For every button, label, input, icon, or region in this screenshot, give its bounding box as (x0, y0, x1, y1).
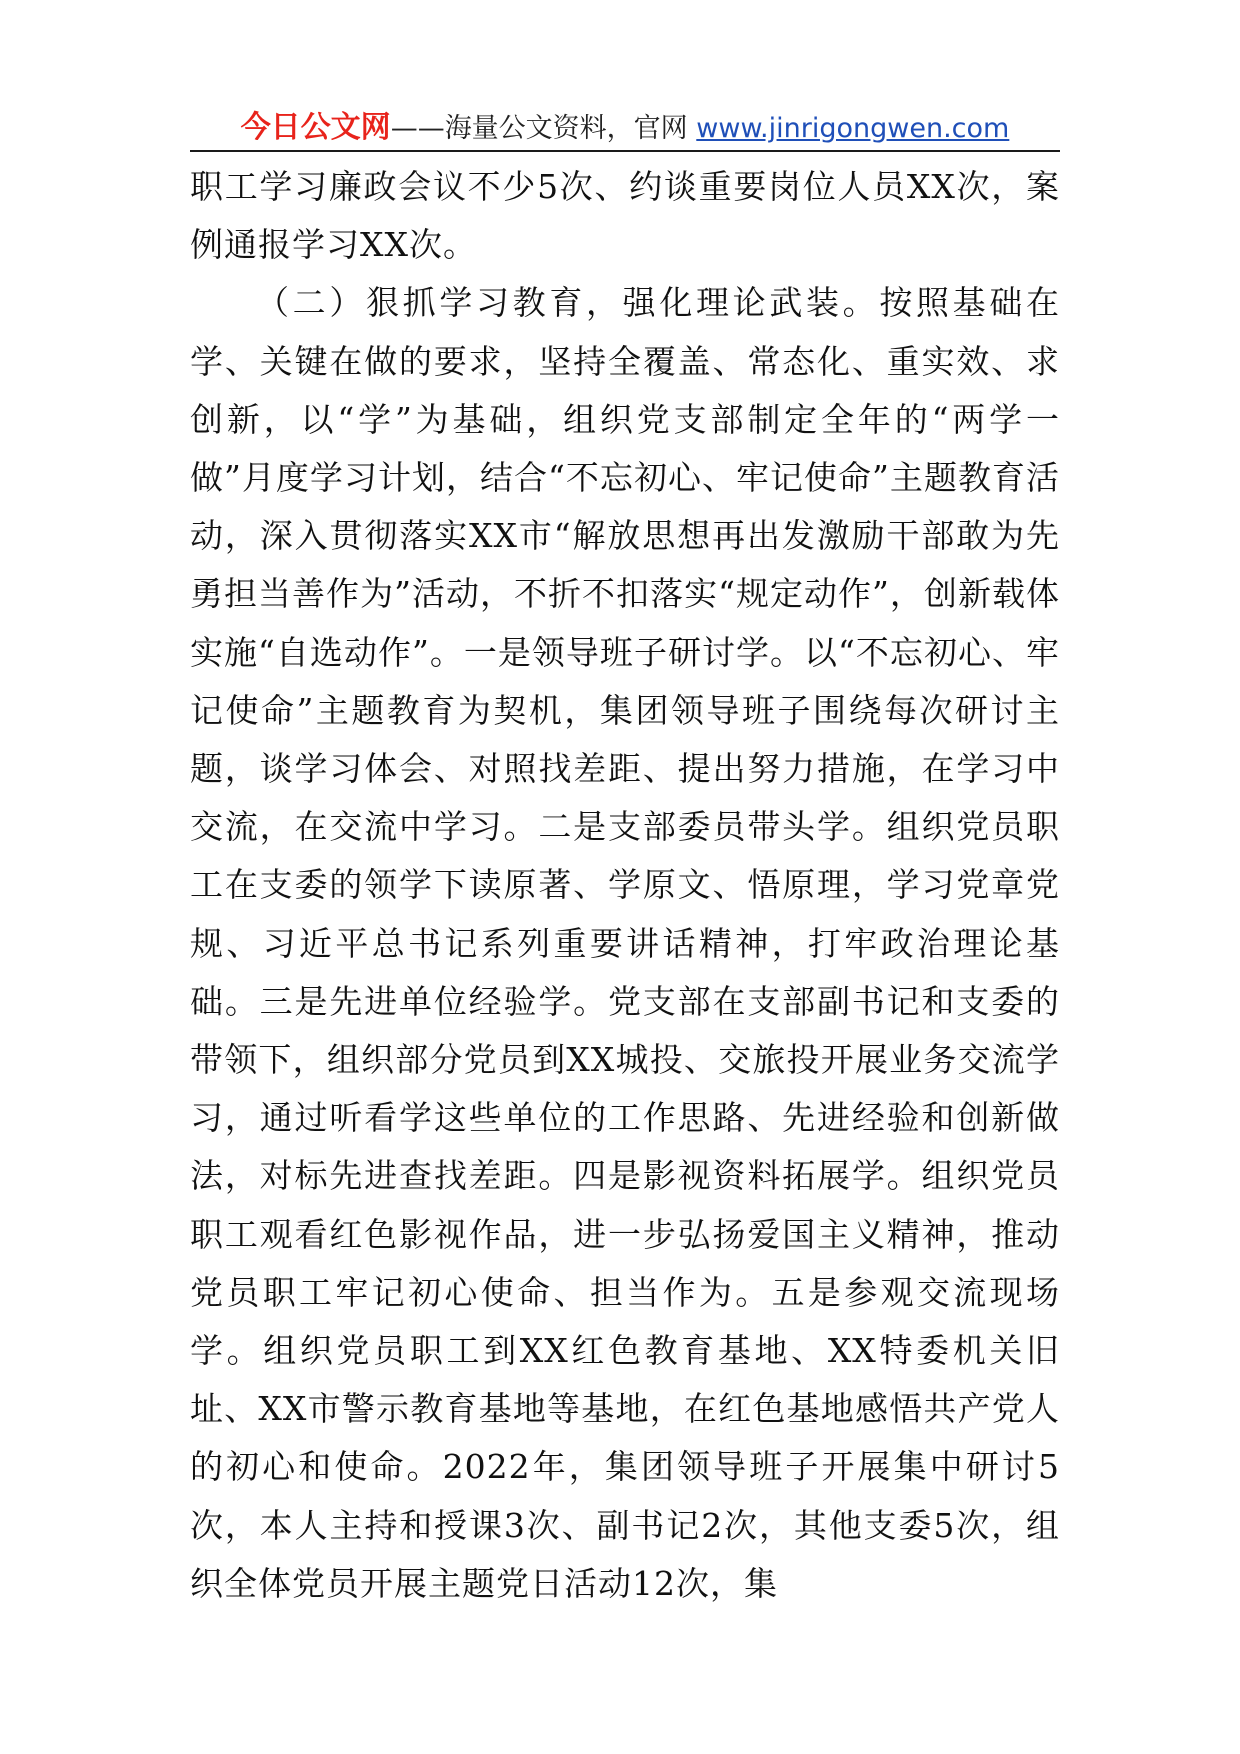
site-url-link[interactable]: www.jinrigongwen.com (696, 113, 1010, 144)
site-tagline: ——海量公文资料，官网 (390, 113, 688, 144)
site-brand[interactable]: 今日公文网 (240, 110, 391, 145)
document-body (190, 158, 1060, 1613)
page-header (190, 108, 1060, 154)
header-divider (190, 150, 1060, 152)
paragraph-continued: 职工学习廉政会议不少5次、约谈重要岗位人员XX次，案例通报学习XX次。 (190, 167, 1060, 265)
paragraph-section-two: （二）狠抓学习教育，强化理论武装。按照基础在学、关键在做的要求，坚持全覆盖、常态化、重实效、求创新，以“学”为基础，组织党支部制定全年的“两学一做”月度学习计划，结合“不忘初心、牢记使命”主题教育活动，深入贯彻落实XX市“解放思想再出发激励干部敢为先勇担当善作为”活动，不折不扣落实“规定动作”，创新载体实施“自选动作”。一是领导班子研讨学。以“不忘初心、牢记使命”主题教育为契机，集团领导班子围绕每次研讨主题，谈学习体会、对照找差距、提出努力措施，在学习中交流，在交流中学习。二是支部委员带头学。组织党员职工在支委的领学下读原著、学原文、悟原理，学习党章党规、习近平总书记系列重要讲话精神，打牢政治理论基础。三是先进单位经验学。党支部在支部副书记和支委的带领下，组织部分党员到XX城投、交旅投开展业务交流学习，通过听看学这些单位的工作思路、先进经验和创新做法，对标先进查找差距。四是影视资料拓展学。组织党员职工观看红色影视作品，进一步弘扬爱国主义精神，推动党员职工牢记初心使命、担当作为。五是参观交流现场学。组织党员职工到XX红色教育基地、XX特委机关旧址、XX市警示教育基地等基地，在红色基地感悟共产党人的初心和使命。2022年，集团领导班子开展集中研讨5次，本人主持和授课3次、副书记2次，其他支委5次，组织全体党员开展主题党日活动12次，集 (190, 283, 1060, 1603)
